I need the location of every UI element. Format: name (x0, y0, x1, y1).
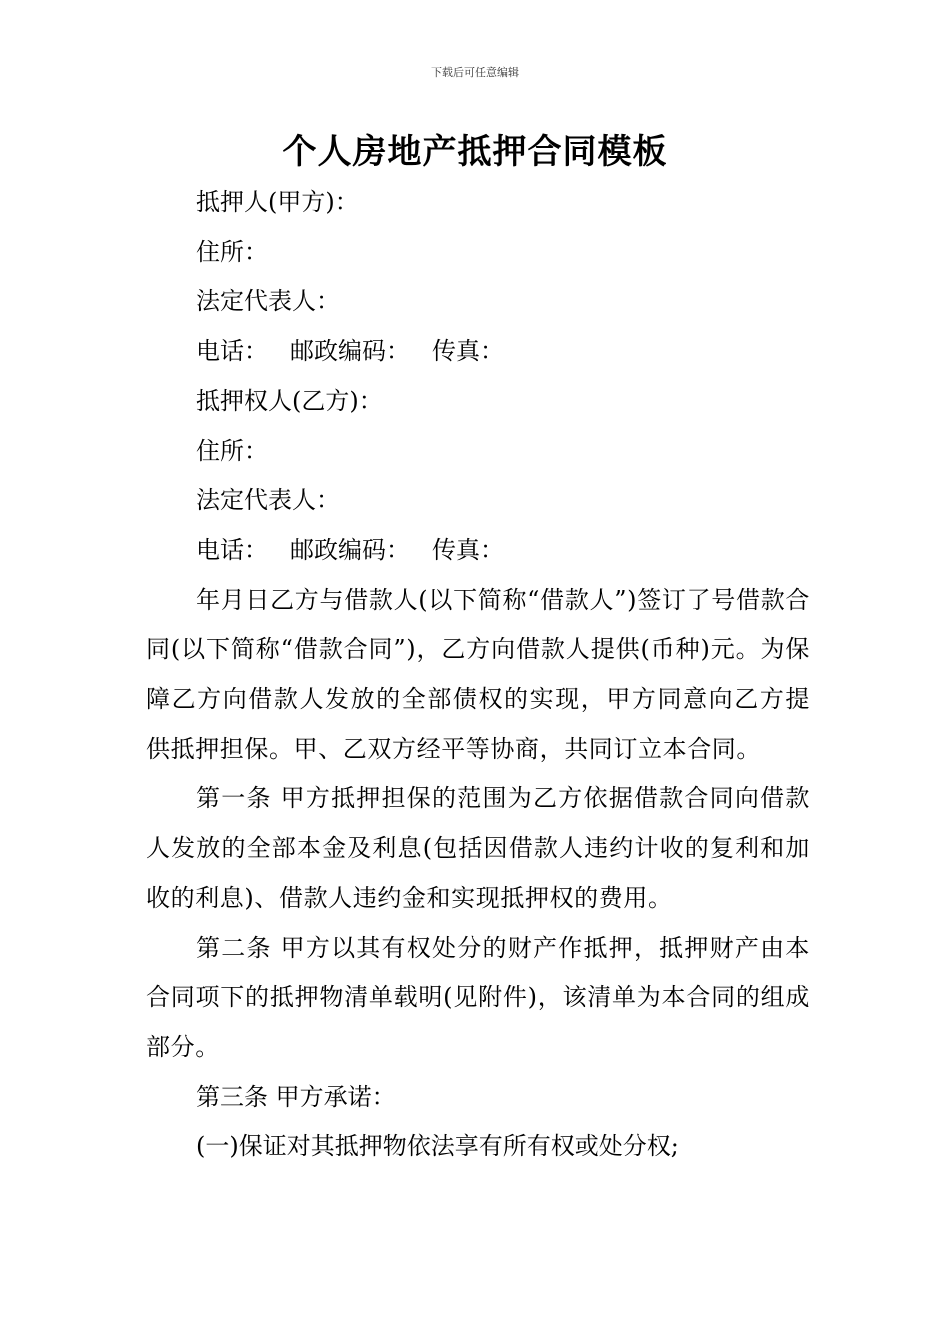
party-b-contact (146, 526, 810, 576)
party-b-phone: 电话： (196, 535, 268, 564)
party-a-postcode: 邮政编码： (290, 337, 410, 366)
article-3-item-1: (一)保证对其抵押物依法享有所有权或处分权; (196, 1132, 679, 1161)
party-a-label: 抵押人(甲方)： (196, 188, 359, 216)
party-b-label: 抵押权人(乙方)： (196, 386, 383, 415)
party-b-legal-rep: 法定代表人： (196, 486, 340, 515)
party-b-address: 住所： (196, 436, 268, 465)
document-body (146, 178, 810, 1172)
party-a-phone: 电话： (196, 337, 268, 366)
article-2-paragraph: 第二条 甲方以其有权处分的财产作抵押，抵押财产由本合同项下的抵押物清单载明(见附件)，该清单为本合同的组成部分。 (146, 933, 810, 1061)
document-title: 个人房地产抵押合同模板 (282, 132, 668, 172)
preamble-paragraph: 年月日乙方与借款人(以下简称“借款人”)签订了号借款合同(以下简称“借款合同”)，乙方向借款人提供(币种)元。为保障乙方向借款人发放的全部债权的实现，甲方同意向乙方提供抵押担保。甲、乙双方经平等协商，共同订立本合同。 (146, 585, 810, 763)
article-3-heading: 第三条 甲方承诺： (196, 1082, 396, 1111)
party-a-fax: 传真： (432, 337, 504, 366)
party-b-fax: 传真： (432, 535, 504, 564)
party-b-postcode: 邮政编码： (290, 535, 410, 564)
party-a-address: 住所： (196, 237, 268, 266)
article-1-paragraph: 第一条 甲方抵押担保的范围为乙方依据借款合同向借款人发放的全部本金及利息(包括因借款人违约计收的复利和加收的利息)、借款人违约金和实现抵押权的费用。 (146, 784, 810, 912)
party-a-contact (146, 327, 810, 377)
download-note: 下载后可任意编辑 (431, 66, 519, 79)
party-a-legal-rep: 法定代表人： (196, 287, 340, 316)
